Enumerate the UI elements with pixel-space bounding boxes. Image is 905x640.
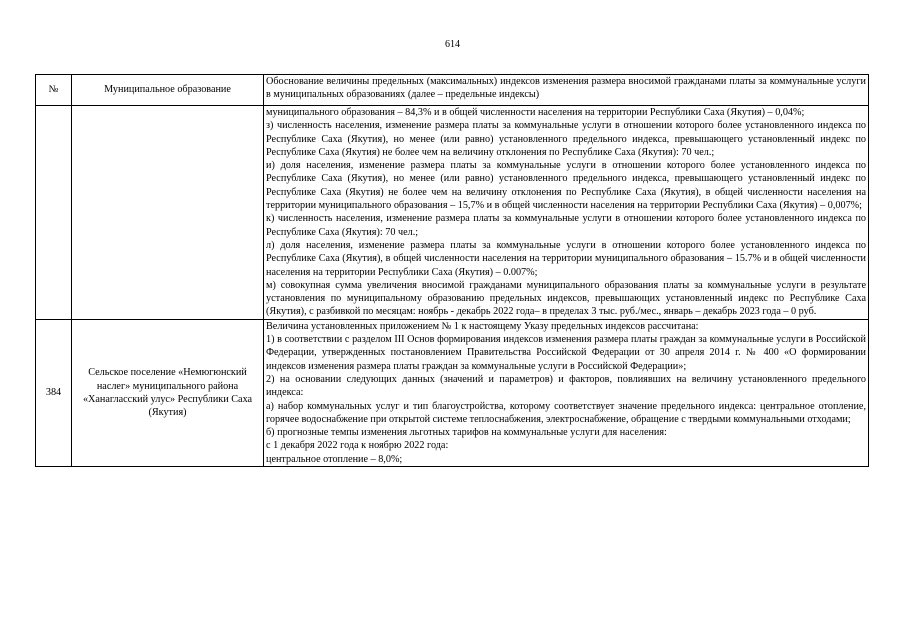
row-reason — [264, 106, 869, 320]
header-municipality: Муниципальное образование — [72, 75, 264, 106]
header-reason: Обоснование величины предельных (максимальных) индексов изменения размера вносимой гражданами платы за коммунальные услуги в муниципальных образованиях (далее – предельные индексы) — [264, 75, 869, 106]
row-municipality — [72, 106, 264, 320]
reason-paragraph: а) набор коммунальных услуг и тип благоустройства, которому соответствует значение предельного индекса: центральное отопление, горячее водоснабжение при открытой системе теплоснабжения, электроснабжение, обращение с твердыми коммунальными отходами; — [266, 400, 866, 425]
table-row — [36, 106, 869, 320]
reason-paragraph: центральное отопление – 8,0%; — [266, 453, 403, 465]
table-header-row — [36, 75, 869, 106]
row-municipality: Сельское поселение «Немюгюнский наслег» муниципального района «Ханагласский улус» Республики Саха (Якутия) — [72, 319, 264, 466]
indices-table — [35, 74, 869, 467]
row-number: 384 — [36, 319, 72, 466]
row-reason — [264, 319, 869, 466]
table-row — [36, 319, 869, 466]
row-number — [36, 106, 72, 320]
reason-paragraph: Величина установленных приложением № 1 к настоящему Указу предельных индексов рассчитана: — [266, 320, 699, 332]
reason-paragraph: л) доля населения, изменение размера платы за коммунальные услуги в отношении которого более установленного индекса по Республике Саха (Якутия), в общей численности населения на территории муниципального образования – 15.7% и в общей численности населения на территории Республики Саха (Якутия) – 0.007%; — [266, 239, 866, 278]
reason-paragraph: б) прогнозные темпы изменения льготных тарифов на коммунальные услуги для населения: — [266, 427, 667, 439]
reason-paragraph: м) совокупная сумма увеличения вносимой гражданами муниципального образования платы за коммунальные услуги в результате установления по муниципальному образованию предельных индексов, превышающих установленный индекс по Республике Саха (Якутия), с разбивкой по месяцам: ноябрь - декабрь 2022 года– в пределах 3 тыс. руб./мес., январь – декабрь 2023 года – 0 руб. — [266, 279, 866, 318]
reason-paragraph: и) доля населения, изменение размера платы за коммунальные услуги в отношении которого более установленного индекса по Республике Саха (Якутия), но менее (или равно) установленного предельного индекса, превышающего установленный индекс по Республике Саха (Якутия) не более чем на величину отклонения по Республике Саха (Якутия), в общей численности населения на территории муниципального образования – 15,7% и в общей численности населения на территории Республики Саха (Якутия) – 0,007%; — [266, 160, 866, 212]
reason-paragraph: 1) в соответствии с разделом III Основ формирования индексов изменения размера платы граждан за коммунальные услуги в Российской Федерации, утвержденных постановлением Правительства Российской Федерации от 30 апреля 2014 г. № 400 «О формировании индексов изменения размера платы граждан за коммунальные услуги в Российской Федерации»; — [266, 334, 866, 372]
reason-paragraph: с 1 декабря 2022 года к ноябрю 2022 года: — [266, 440, 449, 452]
page-number: 614 — [445, 39, 460, 50]
reason-paragraph: муниципального образования – 84,3% и в общей численности населения на территории Республики Саха (Якутия) – 0,04%; — [266, 107, 805, 118]
reason-paragraph: к) численность населения, изменение размера платы за коммунальные услуги в отношении которого более установленного индекса по Республике Саха (Якутия): 70 чел.; — [266, 213, 866, 238]
header-number: № — [36, 75, 72, 106]
reason-paragraph: з) численность населения, изменение размера платы за коммунальные услуги в отношении которого более установленного индекса по Республике Саха (Якутия), но менее (или равно) установленного предельного индекса, превышающего установленный индекс по Республике Саха (Якутия) не более чем на величину отклонения по Республике Саха (Якутия): 70 чел.; — [266, 120, 866, 158]
reason-paragraph: 2) на основании следующих данных (значений и параметров) и факторов, повлиявших на величину установленного предельного индекса: — [266, 373, 866, 399]
